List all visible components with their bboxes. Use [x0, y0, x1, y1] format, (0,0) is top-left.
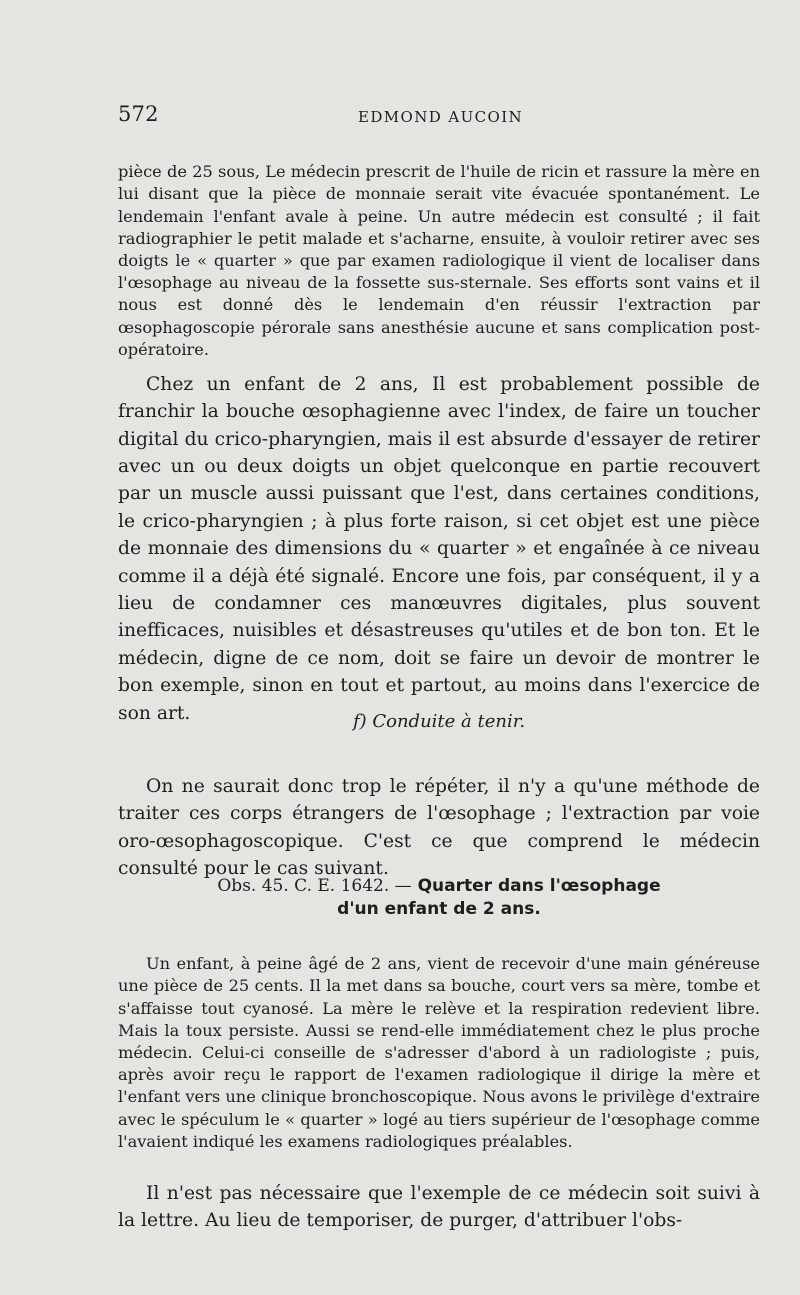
paragraph-final: Il n'est pas nécessaire que l'exemple de ce médecin soit suivi à la lettre. Au lieu de temporiser, de purger, d'attribuer l'obs- [118, 1182, 760, 1232]
observation-case-text: Un enfant, à peine âgé de 2 ans, vient de recevoir d'une main généreuse une pièce de 25 cents. Il la met dans sa bouche, court vers sa mère, tombe et s'affaisse tout cyanosé. La mère le relève et la respiration redevient libre. Mais la toux persiste. Aussi se rend-elle immédiatement chez le plus proche médecin. Celui-ci conseille de s'adresser d'abord à un radiologiste ; puis, après avoir reçu le rapport de l'examen radiologique il dirige la mère et l'enfant vers une clinique bronchoscopique. Nous avons le privilège d'extraire avec le spéculum le « quarter » logé au tiers supérieur de l'œsophage comme l'avaient indiqué les examens radiologiques préalables. [118, 954, 760, 1151]
observation-heading [118, 875, 760, 921]
running-title: EDMOND AUCOIN [358, 108, 524, 126]
paragraph-continuation: pièce de 25 sous, Le médecin prescrit de l'huile de ricin et rassure la mère en lui disant que la pièce de monnaie serait vite évacuée spontanément. Le lendemain l'enfant avale à peine. Un autre médecin est consulté ; il fait radiographier le petit malade et s'acharne, ensuite, à vouloir retirer avec ses doigts le « quarter » que par examen radiologique il vient de localiser dans l'œsophage au niveau de la fossette sus-sternale. Ses efforts sont vains et il nous est donné dès le lendemain d'en réussir l'extraction par œsophagoscopie pérorale sans anesthésie aucune et sans complication post-opératoire. [118, 162, 760, 359]
observation-title-line-1: Quarter dans l'œsophage [417, 876, 661, 896]
observation-label: Obs. 45. C. E. 1642. — [217, 876, 412, 896]
section-subheading: f) Conduite à tenir. [352, 711, 526, 732]
paragraph-crico-pharyngien: Chez un enfant de 2 ans, Il est probablement possible de franchir la bouche œsophagienne avec l'index, de faire un toucher digital du crico-pharyngien, mais il est absurde d'essayer de retirer avec un ou deux doigts un objet quelconque en partie recouvert par un muscle aussi puissant que l'est, dans certaines conditions, le crico-pharyngien ; à plus forte raison, si cet objet est une pièce de monnaie des dimensions du « quarter » et engaînée à ce niveau comme il a déjà été signalé. Encore une fois, par conséquent, il y a lieu de condamner ces manœuvres digitales, plus souvent inefficaces, nuisibles et désastreuses qu'utiles et de bon ton. Et le médecin, digne de ce nom, doit se faire un devoir de montrer le bon exemple, sinon en tout et partout, au moins dans l'exercice de son art. [118, 373, 760, 724]
observation-heading-line-1 [118, 875, 760, 898]
page-header [118, 102, 758, 132]
observation-title-line-2: d'un enfant de 2 ans. [337, 899, 541, 919]
page-number: 572 [118, 102, 159, 126]
paragraph-method: On ne saurait donc trop le répéter, il n'y a qu'une méthode de traiter ces corps étrangers de l'œsophage ; l'extraction par voie oro-œsophagoscopique. C'est ce que comprend le médecin consulté pour le cas suivant. [118, 775, 760, 879]
